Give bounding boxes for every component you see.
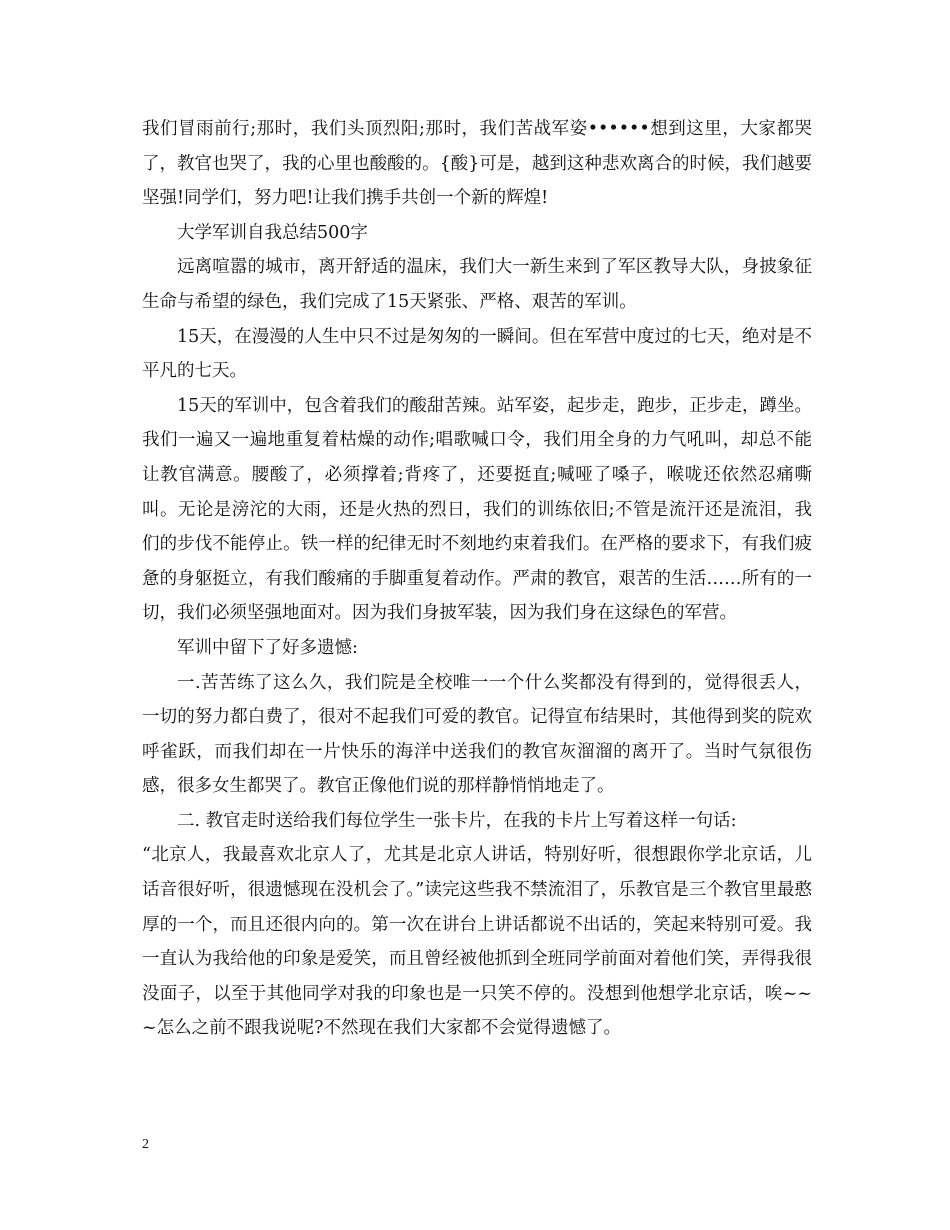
paragraph: 军训中留下了好多遗憾: <box>177 637 358 658</box>
document-body <box>142 112 812 1046</box>
list-item-regret-two: 二. 教官走时送给我们每位学生一张卡片，在我的卡片上写着这样一句话: <box>177 810 737 831</box>
page-number: 2 <box>142 1137 149 1152</box>
paragraph-quote: “北京人，我最喜欢北京人了，尤其是北京人讲话，特别好听，很想跟你学北京话，儿话音很好听，很遗憾现在没机会了。”读完这些我不禁流泪了，乐教官是三个教官里最憨厚的一个，而且还很内向的。第一次在讲台上讲话都说不出话的，笑起来特别可爱。我一直认为我给他的印象是爱笑，而且曾经被他抓到全班同学前面对着他们笑，弄得我很没面子，以至于其他同学对我的印象也是一只笑不停的。没想到他想学北京话，唉~~~怎么之前不跟我说呢?不然现在我们大家都不会觉得遗憾了。 <box>142 845 812 1039</box>
paragraph: 15天，在漫漫的人生中只不过是匆匆的一瞬间。但在军营中度过的七天，绝对是不平凡的七天。 <box>142 326 812 382</box>
section-heading: 大学军训自我总结500字 <box>177 222 368 243</box>
paragraph: 远离喧嚣的城市，离开舒适的温床，我们大一新生来到了军区教导大队，身披象征生命与希望的绿色，我们完成了15天紧张、严格、艰苦的军训。 <box>142 257 812 312</box>
list-item-regret-one: 一.苦苦练了这么久，我们院是全校唯一一个什么奖都没有得到的，觉得很丢人，一切的努力都白费了，很对不起我们可爱的教官。记得宣布结果时，其他得到奖的院欢呼雀跃，而我们却在一片快乐的海洋中送我们的教官灰溜溜的离开了。当时气氛很伤感，很多女生都哭了。教官正像他们说的那样静悄悄地走了。 <box>142 672 812 797</box>
paragraph: 15天的军训中，包含着我们的酸甜苦辣。站军姿，起步走，跑步，正步走，蹲坐。我们一遍又一遍地重复着枯燥的动作;唱歌喊口令，我们用全身的力气吼叫，却总不能让教官满意。腰酸了，必须撑着;背疼了，还要挺直;喊哑了嗓子，喉咙还依然忍痛嘶叫。无论是滂沱的大雨，还是火热的烈日，我们的训练依旧;不管是流汗还是流泪，我们的步伐不能停止。铁一样的纪律无时不刻地约束着我们。在严格的要求下，有我们疲惫的身躯挺立，有我们酸痛的手脚重复着动作。严肃的教官，艰苦的生活……所有的一切，我们必须坚强地面对。因为我们身披军装，因为我们身在这绿色的军营。 <box>142 395 812 624</box>
paragraph-intro-continuation: 我们冒雨前行;那时，我们头顶烈阳;那时，我们苦战军姿••••••想到这里，大家都哭了，教官也哭了，我的心里也酸酸的。{酸}可是，越到这种悲欢离合的时候，我们越要坚强!同学们，努力吧!让我们携手共创一个新的辉煌! <box>142 119 812 209</box>
